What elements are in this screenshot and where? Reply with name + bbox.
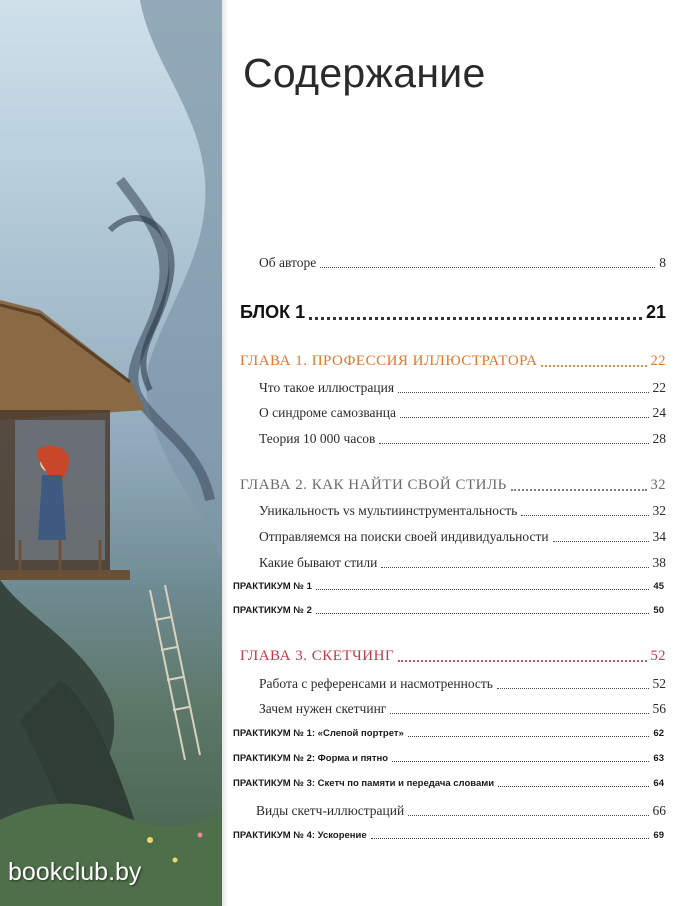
leader-dots [553,541,649,542]
toc-practicum[interactable] [233,778,664,789]
practicum-label: ПРАКТИКУМ № 2: Форма и пятно [233,753,389,764]
leader-dots [511,489,647,491]
toc-entry-label: Отправляемся на поиски своей индивидуальности [259,529,549,544]
cover-illustration [0,0,222,906]
treehouse-dragon-painting [0,0,222,906]
toc-entry[interactable] [259,405,666,421]
practicum-page: 45 [653,581,664,592]
chapter-title: ГЛАВА 3. СКЕТЧИНГ [240,648,395,664]
toc-entry-page: 56 [652,701,666,716]
leader-dots [390,713,648,714]
leader-dots [371,838,650,839]
leader-dots [400,417,649,418]
practicum-label: ПРАКТИКУМ № 3: Скетч по памяти и передача словами [233,778,495,789]
toc-entry[interactable] [259,555,666,571]
leader-dots [398,392,648,393]
toc-practicum[interactable] [233,753,664,764]
toc-entry-label: О синдроме самозванца [259,405,396,420]
leader-dots [309,317,642,320]
toc-entry-page: 34 [652,529,666,544]
leader-dots [379,443,648,444]
toc-entry-label: Что такое иллюстрация [259,380,395,395]
toc-chapter-3[interactable] [240,648,666,665]
block-page: 21 [645,302,666,322]
leader-dots [498,786,649,787]
toc-entry[interactable] [259,503,666,519]
toc-entry[interactable] [259,676,666,692]
leader-dots [408,815,648,816]
toc-entry[interactable] [259,701,666,717]
practicum-page: 64 [653,778,664,789]
practicum-label: ПРАКТИКУМ № 1: «Слепой портрет» [233,728,404,739]
toc-practicum[interactable] [233,581,664,592]
leader-dots [316,613,650,614]
toc-practicum[interactable] [233,728,664,739]
toc-chapter-1[interactable] [240,353,666,370]
toc-entry-page: 32 [652,503,666,518]
practicum-label: ПРАКТИКУМ № 2 [233,605,312,616]
toc-block-1[interactable] [240,302,666,323]
toc-entry[interactable] [256,803,666,819]
practicum-label: ПРАКТИКУМ № 1 [233,581,312,592]
toc-entry-label: Об авторе [259,255,317,270]
practicum-label: ПРАКТИКУМ № 4: Ускорение [233,830,367,841]
leader-dots [316,589,650,590]
leader-dots [398,660,646,662]
practicum-page: 69 [653,830,664,841]
chapter-page: 32 [650,477,666,493]
toc-entry[interactable] [259,380,666,396]
leader-dots [381,567,648,568]
page-gutter [222,0,228,906]
chapter-title: ГЛАВА 2. КАК НАЙТИ СВОЙ СТИЛЬ [240,477,507,493]
toc-entry-label: Какие бывают стили [259,555,378,570]
watermark: bookclub.by [8,858,142,886]
leader-dots [392,761,649,762]
toc-entry-label: Теория 10 000 часов [259,431,376,446]
toc-practicum[interactable] [233,605,664,616]
leader-dots [541,365,646,367]
chapter-title: ГЛАВА 1. ПРОФЕССИЯ ИЛЛЮСТРАТОРА [240,353,538,369]
toc-entry-label: Работа с референсами и насмотренность [259,676,493,691]
toc-entry-page: 22 [652,380,666,395]
toc-entry-about[interactable] [259,255,666,271]
toc-chapter-2[interactable] [240,477,666,494]
toc-entry-label: Уникальность vs мультиинструментальность [259,503,518,518]
practicum-page: 63 [653,753,664,764]
leader-dots [320,267,655,268]
toc-entry[interactable] [259,431,666,447]
page-title: Содержание [243,50,486,96]
block-label: БЛОК 1 [240,302,306,322]
leader-dots [497,688,649,689]
toc-practicum[interactable] [233,830,664,841]
chapter-page: 22 [650,353,666,369]
toc-entry-page: 24 [652,405,666,420]
toc-entry-page: 8 [659,255,666,270]
leader-dots [521,515,648,516]
toc-entry-page: 38 [652,555,666,570]
chapter-page: 52 [650,648,666,664]
toc-entry-label: Зачем нужен скетчинг [259,701,387,716]
toc-entry-page: 66 [652,803,666,818]
toc-entry[interactable] [259,529,666,545]
toc-entry-page: 52 [652,676,666,691]
practicum-page: 62 [653,728,664,739]
toc-entry-page: 28 [652,431,666,446]
toc-entry-label: Виды скетч-иллюстраций [256,803,405,818]
leader-dots [408,736,650,737]
practicum-page: 50 [653,605,664,616]
